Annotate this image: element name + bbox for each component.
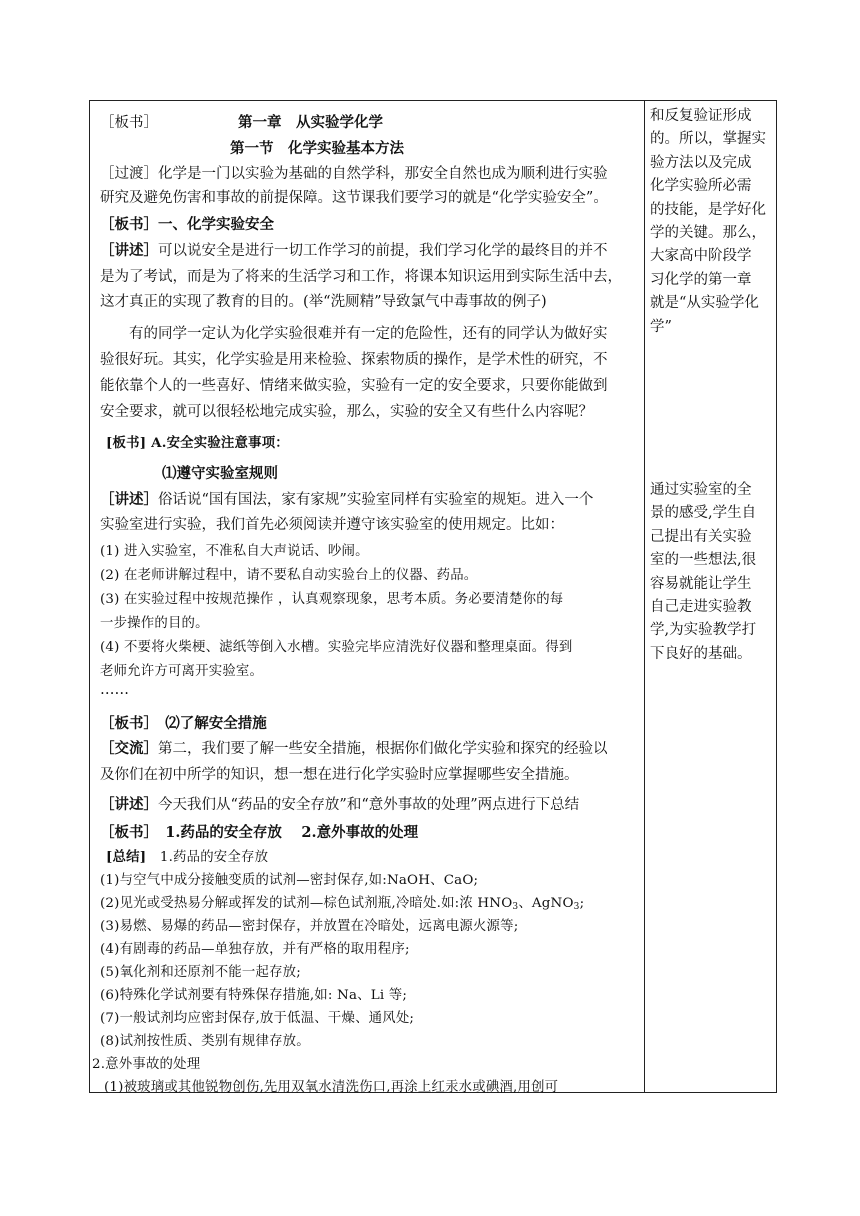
text-line: 及你们在初中所学的知识，想一想在进行化学实验时应掌握哪些安全措施。 [100, 767, 579, 783]
text-line: 有的同学一定认为化学实验很难并有一定的危险性，还有的同学认为做好实 [129, 326, 608, 342]
ellipsis: …… [100, 682, 129, 698]
summary-title: [总结] 1.药品的安全存放 [106, 849, 269, 865]
text-line: 是为了考试，而是为了将来的生活学习和工作，将课本知识运用到实际生活中去， [100, 269, 622, 285]
rule-item: (4) 不要将火柴梗、滤纸等倒入水槽。实验完毕应清洗好仪器和整理桌面。得到 [100, 640, 573, 655]
heading-summary-topics: ［板书］ 1.药品的安全存放 2.意外事故的处理 [100, 824, 419, 841]
side-note-method: 和反复验证形成 的。所以，掌握实 验方法以及完成 化学实验所必需 的技能，是学好化 学的关键。那么， 大家高中阶段学 习化学的第一章 就是“从实验学化 学” [650, 108, 766, 335]
storage-item: (8)试剂按性质、类别有规律存放。 [100, 1034, 310, 1049]
heading-section: 第一节 化学实验基本方法 [230, 140, 404, 157]
lesson-table [89, 100, 777, 1093]
rule-item: 老师允许方可离开实验室。 [100, 664, 264, 679]
storage-item: (1)与空气中成分接触变质的试剂—密封保存,如:NaOH、CaO; [100, 873, 479, 888]
text-line: 安全要求，就可以很轻松地完成实验，那么，实验的安全又有些什么内容呢？ [100, 404, 593, 420]
column-divider [644, 101, 645, 1092]
storage-item: (7)一般试剂均应密封保存,放于低温、干燥、通风处; [100, 1011, 415, 1026]
heading-measures: ［板书］ ⑵了解安全措施 [100, 715, 267, 732]
storage-item: (3)易燃、易爆的药品—密封保存，并放置在冷暗处，远离电源火源等; [100, 919, 519, 934]
storage-item: (6)特殊化学试剂要有特殊保存措施,如: Na、Li 等; [100, 988, 408, 1003]
storage-item: (4)有剧毒的药品—单独存放，并有严格的取用程序; [100, 942, 410, 957]
text-line: ［过渡］化学是一门以实验为基础的自然学科，那安全自然也成为顺利进行实验 [100, 166, 608, 182]
text-line: 能依靠个人的一些喜好、情绪来做实验，实验有一定的安全要求，只要你能做到 [100, 378, 608, 394]
text-line: 这才真正的实现了教育的目的。(举“洗厕精”导致氯气中毒事故的例子) [100, 294, 547, 310]
subheading-accidents: 2.意外事故的处理 [92, 1057, 201, 1072]
text-line: 验很好玩。其实，化学实验是用来检验、探索物质的操作，是学术性的研究，不 [100, 352, 608, 368]
storage-item: (2)见光或受热易分解或挥发的试剂—棕色试剂瓶,冷暗处.如:浓 $HNO_3$、AgNO$_3$; [100, 896, 585, 912]
side-note-lab: 通过实验室的全 景的感受,学生自 己提出有关实验 室的一些想法,很 容易就能让学生 自己走进实验教 学,为实验教学打 下良好的基础。 [650, 482, 757, 662]
text-line: ［讲述］今天我们从“药品的安全存放”和“意外事故的处理”两点进行下总结 [100, 796, 580, 813]
text-line: ［交流］第二，我们要了解一些安全措施，根据你们做化学实验和探究的经验以 [100, 740, 608, 757]
rule-item: (2) 在老师讲解过程中，请不要私自动实验台上的仪器、药品。 [100, 568, 478, 583]
rule-item: (1) 进入实验室，不准私自大声说话、吵闹。 [100, 544, 369, 559]
text-line: 研究及避免伤害和事故的前提保障。这节课我们要学习的就是“化学实验安全”。 [100, 190, 608, 206]
heading-lab-rules: ⑴遵守实验室规则 [162, 465, 278, 482]
text-line: ［讲述］俗话说“国有国法，家有家规”实验室同样有实验室的规矩。进入一个 [100, 491, 594, 508]
text-line: 实验室进行实验，我们首先必须阅读并遵守该实验室的使用规定。比如： [100, 517, 564, 533]
heading-chapter: ［板书］ 第一章 从实验学化学 [100, 114, 383, 131]
rule-item: 一步操作的目的。 [100, 616, 209, 631]
storage-item: (5)氧化剂和还原剂不能一起存放; [100, 965, 301, 980]
heading-safety: ［板书］一、化学实验安全 [100, 216, 274, 233]
text-line: ［讲述］可以说安全是进行一切工作学习的前提，我们学习化学的最终目的并不 [100, 242, 608, 259]
accident-item: (1)被玻璃或其他锐物创伤,先用双氧水清洗伤口,再涂上红汞水或碘酒,用创可 [104, 1080, 559, 1095]
rule-item: (3) 在实验过程中按规范操作 ，认真观察现象，思考本质。务必要清楚你的每 [100, 592, 564, 607]
heading-notes: [板书] A.安全实验注意事项： [106, 435, 289, 451]
